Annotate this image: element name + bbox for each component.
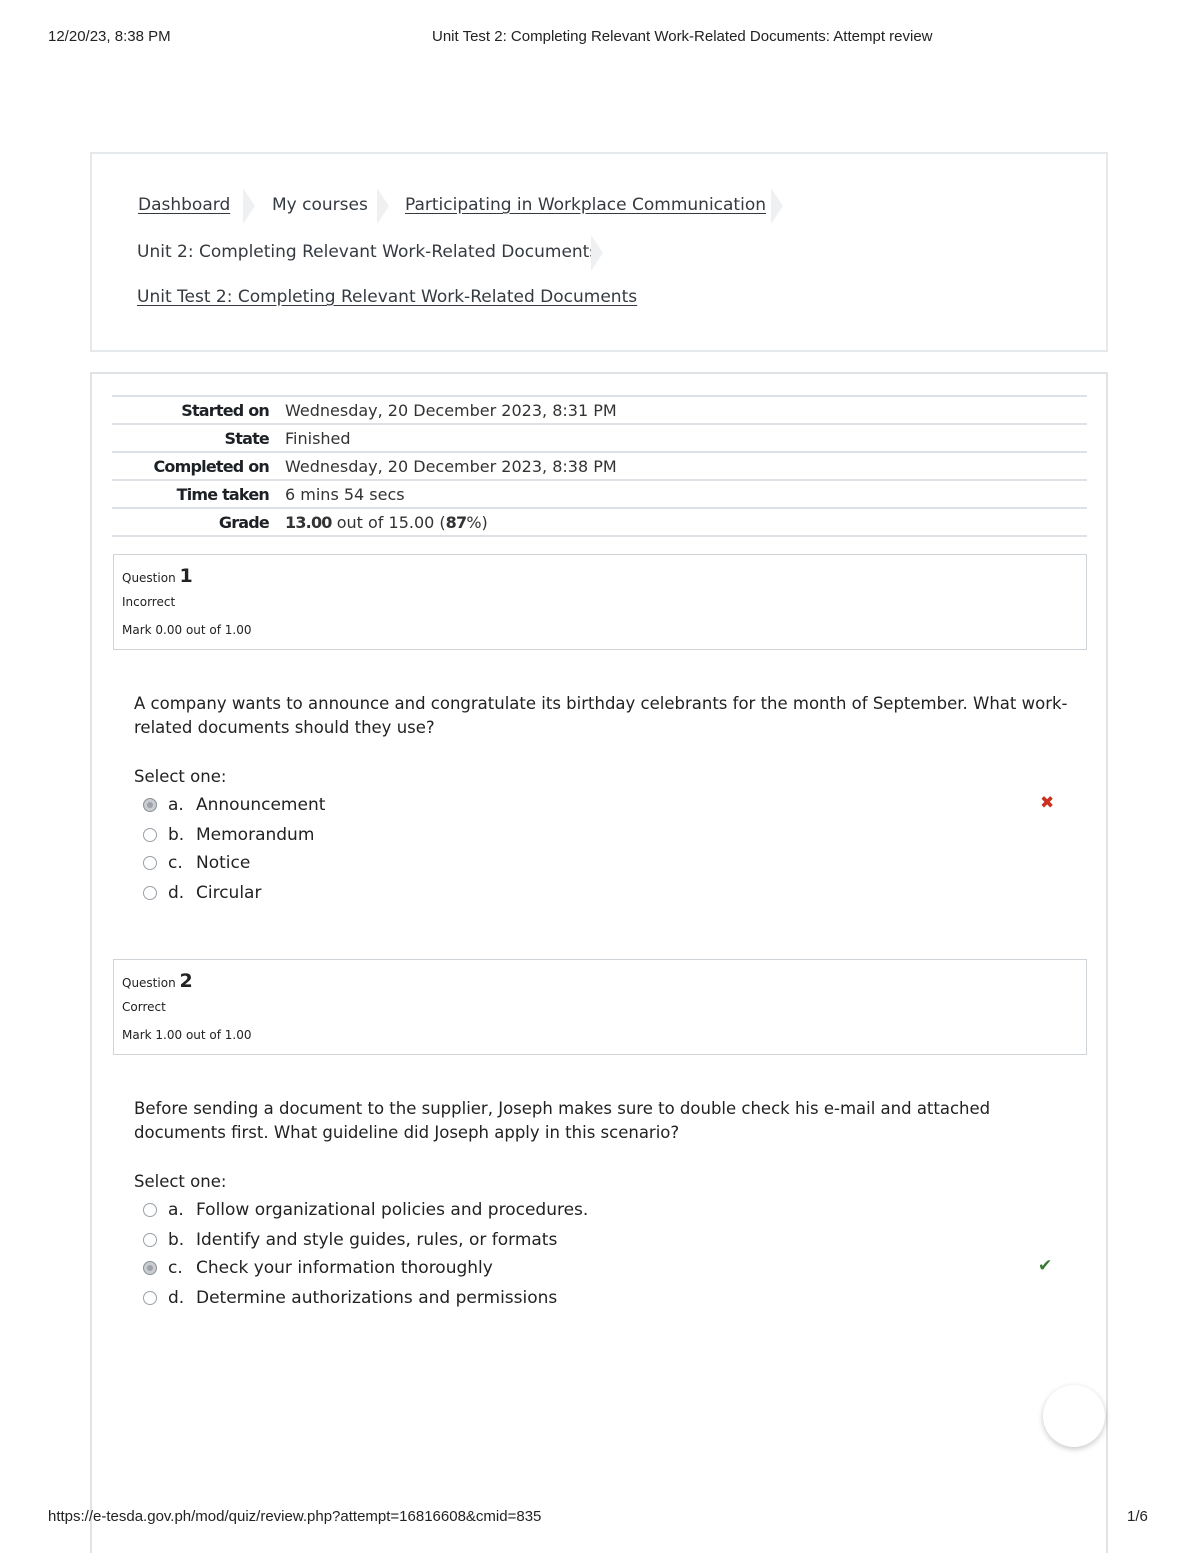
completed-value: Wednesday, 20 December 2023, 8:38 PM xyxy=(285,456,617,476)
option-letter: c. xyxy=(168,853,183,873)
breadcrumb-separator-icon xyxy=(377,188,389,224)
radio-icon[interactable] xyxy=(143,1291,157,1305)
option-letter: a. xyxy=(168,1200,184,1220)
question-state: Incorrect xyxy=(122,595,176,609)
time-taken-value: 6 mins 54 secs xyxy=(285,484,405,504)
question-2-text: Before sending a document to the supplier, Joseph makes sure to double check his e-mail and attached documents first. What guideline did Joseph apply in this scenario? xyxy=(134,1099,991,1142)
state-label: State xyxy=(224,428,269,448)
question-number xyxy=(122,565,193,587)
summary-row-completed xyxy=(112,452,1087,480)
option-text: Check your information thoroughly xyxy=(196,1258,493,1278)
question-number-value: 1 xyxy=(179,565,193,587)
summary-row-started xyxy=(112,396,1087,424)
question-number xyxy=(122,970,193,992)
radio-selected-icon[interactable] xyxy=(143,798,157,812)
attempt-summary-table xyxy=(112,395,1087,537)
option-text: Memorandum xyxy=(196,825,315,845)
radio-icon[interactable] xyxy=(143,1203,157,1217)
question-grade: Mark 0.00 out of 1.00 xyxy=(122,623,252,637)
option-text: Circular xyxy=(196,883,262,903)
print-title: Unit Test 2: Completing Relevant Work-Related Documents: Attempt review xyxy=(432,28,933,45)
question-label: Question xyxy=(122,571,176,585)
option-letter: c. xyxy=(168,1258,183,1278)
summary-row-grade xyxy=(112,508,1087,536)
started-label: Started on xyxy=(181,400,269,420)
state-value: Finished xyxy=(285,428,351,448)
question-label: Question xyxy=(122,976,176,990)
incorrect-x-icon: ✖ xyxy=(1040,793,1055,813)
question-2-info xyxy=(113,959,1087,1055)
option-text: Announcement xyxy=(196,795,326,815)
grade-percent: 87 xyxy=(445,512,467,532)
radio-icon[interactable] xyxy=(143,828,157,842)
breadcrumb-course-link[interactable]: Participating in Workplace Communication xyxy=(405,195,767,215)
print-url: https://e-tesda.gov.ph/mod/quiz/review.php?attempt=16816608&cmid=835 xyxy=(48,1508,542,1525)
breadcrumb-separator-icon xyxy=(591,235,603,271)
summary-row-state xyxy=(112,424,1087,452)
option-letter: d. xyxy=(168,1288,185,1308)
question-2-prompt: Select one: xyxy=(134,1172,227,1191)
breadcrumb-separator-icon xyxy=(771,188,783,224)
radio-icon[interactable] xyxy=(143,1233,157,1247)
question-1-text: A company wants to announce and congratulate its birthday celebrants for the month of September. What work-related documents should they use? xyxy=(134,694,1068,737)
time-taken-label: Time taken xyxy=(176,484,269,504)
question-1-info xyxy=(113,554,1087,650)
radio-icon[interactable] xyxy=(143,886,157,900)
grade-percent-sign: %) xyxy=(466,512,488,532)
option-text: Notice xyxy=(196,853,251,873)
breadcrumb-my-courses[interactable]: My courses xyxy=(272,195,368,215)
question-state: Correct xyxy=(122,1000,166,1014)
started-value: Wednesday, 20 December 2023, 8:31 PM xyxy=(285,400,617,420)
floating-action-button[interactable] xyxy=(1043,1385,1105,1447)
option-text: Determine authorizations and permissions xyxy=(196,1288,558,1308)
grade-out-of: out of 15.00 ( xyxy=(331,512,446,532)
question-1-prompt: Select one: xyxy=(134,767,227,786)
radio-selected-icon[interactable] xyxy=(143,1261,157,1275)
option-letter: b. xyxy=(168,825,185,845)
grade-value xyxy=(285,508,1087,536)
question-grade: Mark 1.00 out of 1.00 xyxy=(122,1028,252,1042)
option-letter: b. xyxy=(168,1230,185,1250)
grade-label: Grade xyxy=(218,512,269,532)
option-text: Identify and style guides, rules, or formats xyxy=(196,1230,558,1250)
breadcrumb-dashboard-link[interactable]: Dashboard xyxy=(138,195,231,215)
option-letter: d. xyxy=(168,883,185,903)
option-text: Follow organizational policies and procedures. xyxy=(196,1200,589,1220)
breadcrumb-separator-icon xyxy=(243,188,255,224)
radio-icon[interactable] xyxy=(143,856,157,870)
completed-label: Completed on xyxy=(153,456,269,476)
option-letter: a. xyxy=(168,795,184,815)
breadcrumb-quiz-link[interactable]: Unit Test 2: Completing Relevant Work-Related Documents xyxy=(137,287,638,307)
correct-check-icon: ✔ xyxy=(1038,1256,1053,1276)
question-number-value: 2 xyxy=(179,970,193,992)
summary-row-time xyxy=(112,480,1087,508)
print-page-number: 1/6 xyxy=(1127,1508,1148,1525)
print-date: 12/20/23, 8:38 PM xyxy=(48,28,171,45)
grade-score: 13.00 xyxy=(285,512,332,532)
breadcrumb-section[interactable]: Unit 2: Completing Relevant Work-Related Documents xyxy=(137,242,599,262)
